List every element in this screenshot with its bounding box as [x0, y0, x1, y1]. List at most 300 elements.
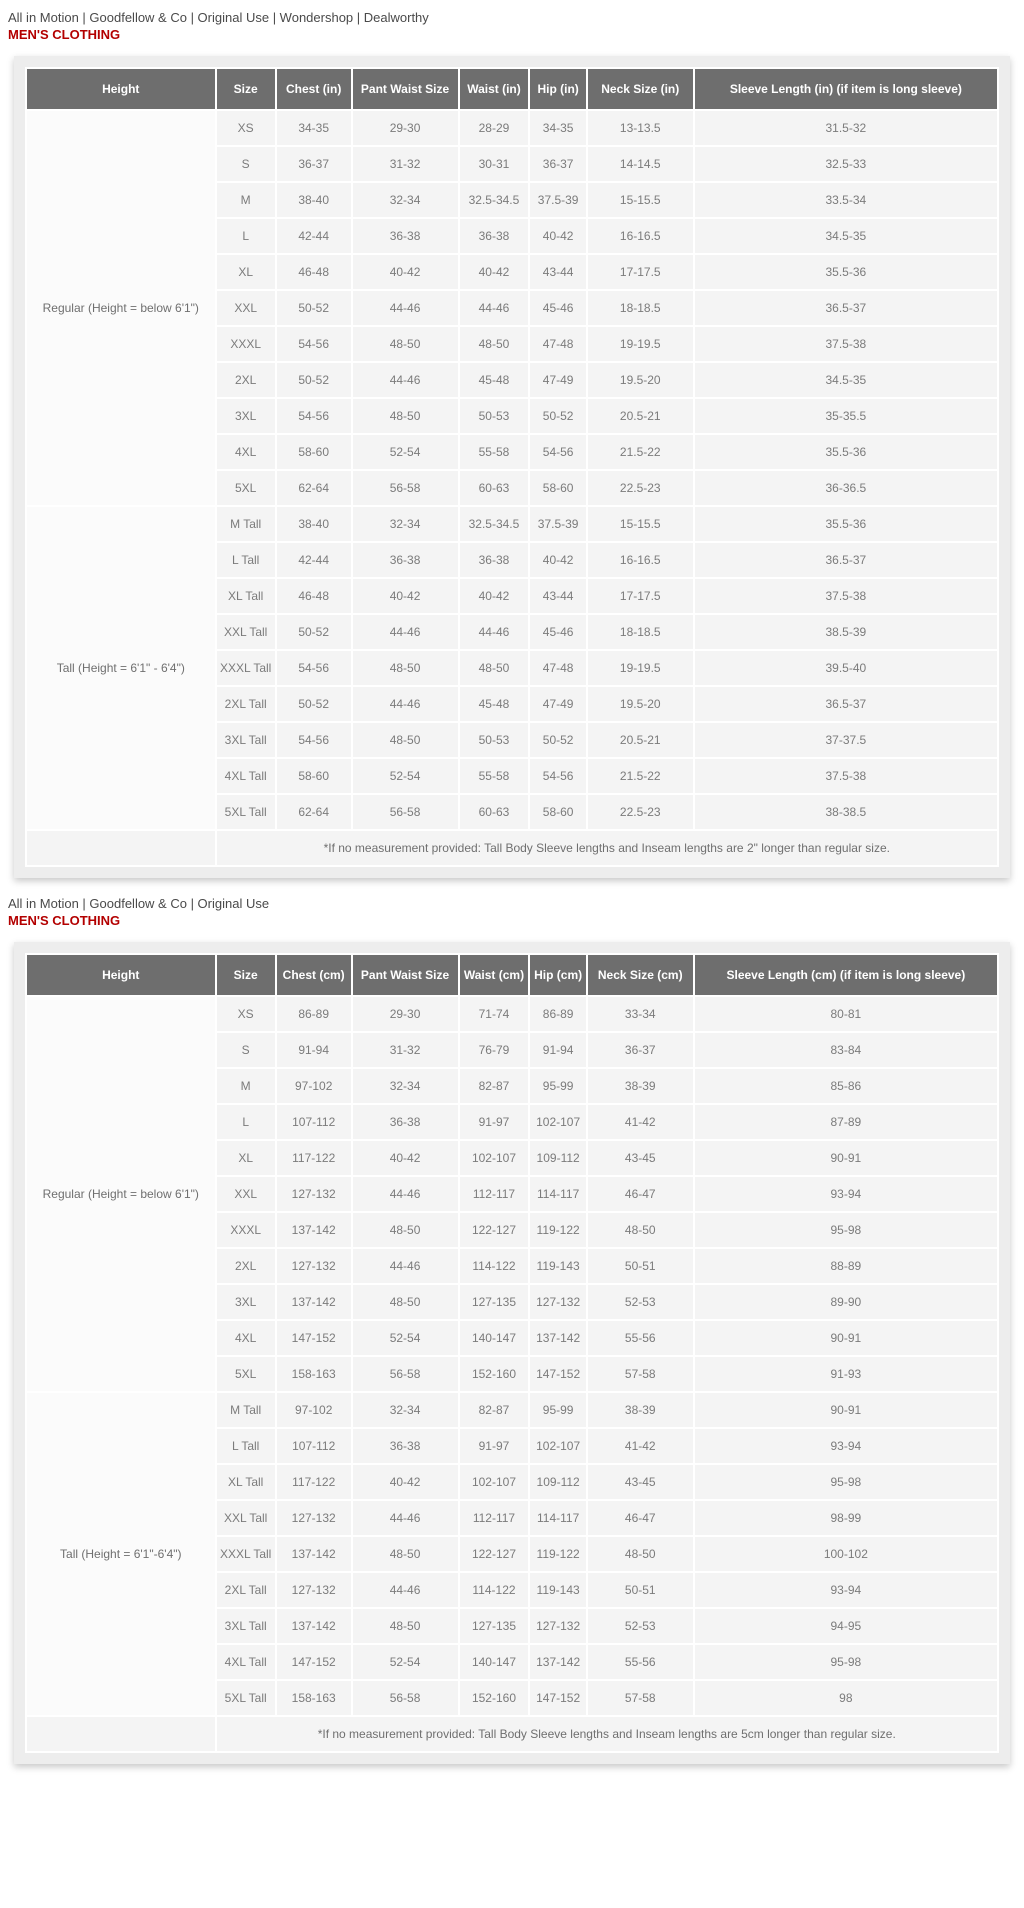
- measurement-cell: 48-50: [352, 1608, 459, 1644]
- measurement-cell: 56-58: [352, 794, 459, 830]
- measurement-cell: 56-58: [352, 1680, 459, 1716]
- measurement-cell: 48-50: [352, 398, 459, 434]
- measurement-cell: 44-46: [352, 614, 459, 650]
- measurement-cell: 137-142: [276, 1284, 352, 1320]
- measurement-cell: 36.5-37: [694, 542, 998, 578]
- measurement-cell: 48-50: [352, 1536, 459, 1572]
- size-cell: L: [216, 1104, 276, 1140]
- measurement-cell: 44-46: [459, 614, 530, 650]
- measurement-cell: 20.5-21: [587, 722, 694, 758]
- measurement-cell: 85-86: [694, 1068, 998, 1104]
- measurement-cell: 34-35: [276, 110, 352, 146]
- size-cell: 3XL: [216, 398, 276, 434]
- measurement-cell: 38.5-39: [694, 614, 998, 650]
- measurement-cell: 147-152: [529, 1356, 586, 1392]
- measurement-cell: 119-143: [529, 1572, 586, 1608]
- measurement-cell: 62-64: [276, 470, 352, 506]
- measurement-cell: 36-37: [276, 146, 352, 182]
- measurement-cell: 34-35: [529, 110, 586, 146]
- measurement-cell: 152-160: [459, 1680, 530, 1716]
- footnote-cell: *If no measurement provided: Tall Body Sleeve lengths and Inseam lengths are 2" longer than regular size.: [216, 830, 998, 866]
- measurement-cell: 127-132: [529, 1284, 586, 1320]
- measurement-cell: 117-122: [276, 1140, 352, 1176]
- measurement-cell: 52-53: [587, 1608, 694, 1644]
- measurement-cell: 82-87: [459, 1392, 530, 1428]
- measurement-cell: 50-52: [529, 398, 586, 434]
- measurement-cell: 52-54: [352, 434, 459, 470]
- size-chart-table-cm: [25, 953, 999, 1753]
- size-cell: XXL: [216, 290, 276, 326]
- measurement-cell: 36.5-37: [694, 686, 998, 722]
- footnote-row: [26, 830, 998, 866]
- column-header-cell: Neck Size (cm): [587, 954, 694, 996]
- measurement-cell: 45-46: [529, 614, 586, 650]
- measurement-cell: 43-45: [587, 1464, 694, 1500]
- size-chart-table-inches: [25, 67, 999, 867]
- measurement-cell: 107-112: [276, 1104, 352, 1140]
- measurement-cell: 50-52: [529, 722, 586, 758]
- measurement-cell: 140-147: [459, 1320, 530, 1356]
- measurement-cell: 44-46: [352, 1572, 459, 1608]
- measurement-cell: 37.5-39: [529, 506, 586, 542]
- measurement-cell: 95-99: [529, 1068, 586, 1104]
- measurement-cell: 52-54: [352, 758, 459, 794]
- size-cell: 5XL Tall: [216, 1680, 276, 1716]
- table-row: [26, 1392, 998, 1428]
- measurement-cell: 50-52: [276, 362, 352, 398]
- measurement-cell: 38-38.5: [694, 794, 998, 830]
- measurement-cell: 50-51: [587, 1572, 694, 1608]
- measurement-cell: 48-50: [352, 722, 459, 758]
- size-cell: S: [216, 146, 276, 182]
- measurement-cell: 46-47: [587, 1500, 694, 1536]
- measurement-cell: 22.5-23: [587, 470, 694, 506]
- measurement-cell: 47-48: [529, 650, 586, 686]
- measurement-cell: 15-15.5: [587, 506, 694, 542]
- measurement-cell: 127-135: [459, 1284, 530, 1320]
- measurement-cell: 28-29: [459, 110, 530, 146]
- size-cell: 2XL: [216, 362, 276, 398]
- measurement-cell: 127-132: [529, 1608, 586, 1644]
- column-header-cell: Size: [216, 68, 276, 110]
- measurement-cell: 57-58: [587, 1680, 694, 1716]
- size-chart-section-inches: [0, 0, 1024, 878]
- column-header-cell: Waist (in): [459, 68, 530, 110]
- size-cell: XL Tall: [216, 1464, 276, 1500]
- measurement-cell: 52-54: [352, 1320, 459, 1356]
- measurement-cell: 114-117: [529, 1500, 586, 1536]
- measurement-cell: 48-50: [459, 650, 530, 686]
- measurement-cell: 42-44: [276, 542, 352, 578]
- measurement-cell: 44-46: [352, 290, 459, 326]
- column-header-cell: Chest (in): [276, 68, 352, 110]
- measurement-cell: 36-38: [459, 542, 530, 578]
- measurement-cell: 32-34: [352, 1068, 459, 1104]
- measurement-cell: 87-89: [694, 1104, 998, 1140]
- measurement-cell: 21.5-22: [587, 758, 694, 794]
- measurement-cell: 44-46: [352, 1248, 459, 1284]
- measurement-cell: 43-44: [529, 254, 586, 290]
- height-group-cell: Regular (Height = below 6'1"): [26, 110, 216, 506]
- measurement-cell: 47-49: [529, 362, 586, 398]
- measurement-cell: 22.5-23: [587, 794, 694, 830]
- measurement-cell: 20.5-21: [587, 398, 694, 434]
- measurement-cell: 21.5-22: [587, 434, 694, 470]
- measurement-cell: 102-107: [529, 1428, 586, 1464]
- measurement-cell: 15-15.5: [587, 182, 694, 218]
- measurement-cell: 127-132: [276, 1248, 352, 1284]
- measurement-cell: 147-152: [276, 1320, 352, 1356]
- size-cell: XS: [216, 996, 276, 1032]
- measurement-cell: 19-19.5: [587, 326, 694, 362]
- size-cell: 4XL Tall: [216, 1644, 276, 1680]
- measurement-cell: 119-122: [529, 1212, 586, 1248]
- measurement-cell: 58-60: [276, 434, 352, 470]
- measurement-cell: 54-56: [276, 398, 352, 434]
- measurement-cell: 137-142: [276, 1212, 352, 1248]
- measurement-cell: 36-38: [352, 1104, 459, 1140]
- measurement-cell: 43-44: [529, 578, 586, 614]
- measurement-cell: 102-107: [459, 1140, 530, 1176]
- measurement-cell: 37.5-38: [694, 578, 998, 614]
- measurement-cell: 46-48: [276, 578, 352, 614]
- measurement-cell: 54-56: [276, 326, 352, 362]
- measurement-cell: 36-37: [587, 1032, 694, 1068]
- column-header-cell: Sleeve Length (cm) (if item is long sleeve): [694, 954, 998, 996]
- size-cell: M Tall: [216, 1392, 276, 1428]
- size-cell: 4XL Tall: [216, 758, 276, 794]
- measurement-cell: 36-36.5: [694, 470, 998, 506]
- measurement-cell: 19.5-20: [587, 686, 694, 722]
- column-header-cell: Neck Size (in): [587, 68, 694, 110]
- measurement-cell: 50-52: [276, 686, 352, 722]
- measurement-cell: 57-58: [587, 1356, 694, 1392]
- height-group-cell: Tall (Height = 6'1" - 6'4"): [26, 506, 216, 830]
- measurement-cell: 56-58: [352, 470, 459, 506]
- measurement-cell: 38-39: [587, 1392, 694, 1428]
- measurement-cell: 152-160: [459, 1356, 530, 1392]
- measurement-cell: 97-102: [276, 1068, 352, 1104]
- measurement-cell: 127-132: [276, 1176, 352, 1212]
- measurement-cell: 35.5-36: [694, 254, 998, 290]
- measurement-cell: 35.5-36: [694, 434, 998, 470]
- measurement-cell: 46-47: [587, 1176, 694, 1212]
- measurement-cell: 42-44: [276, 218, 352, 254]
- size-cell: 2XL Tall: [216, 686, 276, 722]
- measurement-cell: 36-38: [459, 218, 530, 254]
- measurement-cell: 31-32: [352, 1032, 459, 1068]
- measurement-cell: 17-17.5: [587, 578, 694, 614]
- column-header-cell: Size: [216, 954, 276, 996]
- height-group-cell: Tall (Height = 6'1"-6'4"): [26, 1392, 216, 1716]
- measurement-cell: 97-102: [276, 1392, 352, 1428]
- measurement-cell: 44-46: [352, 1500, 459, 1536]
- size-cell: XXL: [216, 1176, 276, 1212]
- brand-line: All in Motion | Goodfellow & Co | Original Use: [8, 896, 270, 911]
- column-header-cell: Hip (cm): [529, 954, 586, 996]
- measurement-cell: 31.5-32: [694, 110, 998, 146]
- size-cell: XL: [216, 1140, 276, 1176]
- column-header-cell: Chest (cm): [276, 954, 352, 996]
- measurement-cell: 71-74: [459, 996, 530, 1032]
- measurement-cell: 41-42: [587, 1428, 694, 1464]
- measurement-cell: 137-142: [276, 1608, 352, 1644]
- measurement-cell: 112-117: [459, 1500, 530, 1536]
- header-row: [26, 68, 998, 110]
- measurement-cell: 93-94: [694, 1176, 998, 1212]
- measurement-cell: 90-91: [694, 1392, 998, 1428]
- measurement-cell: 91-97: [459, 1104, 530, 1140]
- size-cell: L: [216, 218, 276, 254]
- measurement-cell: 32-34: [352, 182, 459, 218]
- measurement-cell: 37.5-38: [694, 326, 998, 362]
- measurement-cell: 48-50: [352, 1212, 459, 1248]
- measurement-cell: 40-42: [352, 578, 459, 614]
- measurement-cell: 137-142: [276, 1536, 352, 1572]
- measurement-cell: 40-42: [352, 1464, 459, 1500]
- size-cell: 5XL: [216, 470, 276, 506]
- measurement-cell: 119-122: [529, 1536, 586, 1572]
- measurement-cell: 62-64: [276, 794, 352, 830]
- measurement-cell: 58-60: [529, 470, 586, 506]
- measurement-cell: 16-16.5: [587, 218, 694, 254]
- measurement-cell: 127-132: [276, 1500, 352, 1536]
- column-header-cell: Hip (in): [529, 68, 586, 110]
- measurement-cell: 102-107: [529, 1104, 586, 1140]
- measurement-cell: 36-38: [352, 542, 459, 578]
- measurement-cell: 52-53: [587, 1284, 694, 1320]
- measurement-cell: 37-37.5: [694, 722, 998, 758]
- measurement-cell: 80-81: [694, 996, 998, 1032]
- measurement-cell: 119-143: [529, 1248, 586, 1284]
- table-row: [26, 996, 998, 1032]
- measurement-cell: 40-42: [352, 1140, 459, 1176]
- column-header-cell: Height: [26, 68, 216, 110]
- measurement-cell: 58-60: [529, 794, 586, 830]
- measurement-cell: 32.5-33: [694, 146, 998, 182]
- size-cell: XL: [216, 254, 276, 290]
- measurement-cell: 17-17.5: [587, 254, 694, 290]
- measurement-cell: 55-58: [459, 434, 530, 470]
- column-header-cell: Pant Waist Size: [352, 954, 459, 996]
- measurement-cell: 44-46: [352, 362, 459, 398]
- column-header-cell: Pant Waist Size: [352, 68, 459, 110]
- measurement-cell: 47-49: [529, 686, 586, 722]
- measurement-cell: 36-38: [352, 1428, 459, 1464]
- measurement-cell: 44-46: [352, 1176, 459, 1212]
- size-cell: 4XL: [216, 434, 276, 470]
- measurement-cell: 93-94: [694, 1428, 998, 1464]
- measurement-cell: 48-50: [352, 1284, 459, 1320]
- measurement-cell: 98-99: [694, 1500, 998, 1536]
- measurement-cell: 35.5-36: [694, 506, 998, 542]
- measurement-cell: 36.5-37: [694, 290, 998, 326]
- measurement-cell: 37.5-39: [529, 182, 586, 218]
- measurement-cell: 107-112: [276, 1428, 352, 1464]
- measurement-cell: 95-98: [694, 1464, 998, 1500]
- measurement-cell: 29-30: [352, 110, 459, 146]
- measurement-cell: 50-52: [276, 290, 352, 326]
- measurement-cell: 83-84: [694, 1032, 998, 1068]
- page-title: MEN'S CLOTHING: [8, 27, 121, 42]
- measurement-cell: 112-117: [459, 1176, 530, 1212]
- measurement-cell: 40-42: [352, 254, 459, 290]
- measurement-cell: 114-122: [459, 1248, 530, 1284]
- measurement-cell: 117-122: [276, 1464, 352, 1500]
- size-cell: 2XL Tall: [216, 1572, 276, 1608]
- size-cell: 3XL: [216, 1284, 276, 1320]
- measurement-cell: 55-56: [587, 1644, 694, 1680]
- measurement-cell: 40-42: [529, 542, 586, 578]
- measurement-cell: 32.5-34.5: [459, 506, 530, 542]
- size-cell: XXL Tall: [216, 1500, 276, 1536]
- measurement-cell: 82-87: [459, 1068, 530, 1104]
- size-cell: M: [216, 182, 276, 218]
- measurement-cell: 40-42: [459, 254, 530, 290]
- measurement-cell: 109-112: [529, 1464, 586, 1500]
- measurement-cell: 32-34: [352, 1392, 459, 1428]
- measurement-cell: 33.5-34: [694, 182, 998, 218]
- measurement-cell: 158-163: [276, 1680, 352, 1716]
- measurement-cell: 76-79: [459, 1032, 530, 1068]
- measurement-cell: 90-91: [694, 1140, 998, 1176]
- size-cell: XXXL: [216, 1212, 276, 1248]
- measurement-cell: 91-94: [529, 1032, 586, 1068]
- measurement-cell: 140-147: [459, 1644, 530, 1680]
- measurement-cell: 127-135: [459, 1608, 530, 1644]
- size-cell: XS: [216, 110, 276, 146]
- measurement-cell: 48-50: [587, 1212, 694, 1248]
- measurement-cell: 91-93: [694, 1356, 998, 1392]
- measurement-cell: 48-50: [352, 326, 459, 362]
- measurement-cell: 33-34: [587, 996, 694, 1032]
- table-container-inches: [14, 56, 1010, 878]
- measurement-cell: 60-63: [459, 470, 530, 506]
- measurement-cell: 86-89: [529, 996, 586, 1032]
- measurement-cell: 30-31: [459, 146, 530, 182]
- measurement-cell: 86-89: [276, 996, 352, 1032]
- size-cell: M: [216, 1068, 276, 1104]
- measurement-cell: 39.5-40: [694, 650, 998, 686]
- measurement-cell: 158-163: [276, 1356, 352, 1392]
- height-group-cell: Regular (Height = below 6'1"): [26, 996, 216, 1392]
- footnote-cell: *If no measurement provided: Tall Body Sleeve lengths and Inseam lengths are 5cm longer than regular size.: [216, 1716, 998, 1752]
- measurement-cell: 38-39: [587, 1068, 694, 1104]
- measurement-cell: 147-152: [276, 1644, 352, 1680]
- measurement-cell: 122-127: [459, 1212, 530, 1248]
- measurement-cell: 37.5-38: [694, 758, 998, 794]
- measurement-cell: 44-46: [352, 686, 459, 722]
- footnote-spacer-cell: [26, 830, 216, 866]
- measurement-cell: 114-122: [459, 1572, 530, 1608]
- measurement-cell: 58-60: [276, 758, 352, 794]
- size-cell: XXXL Tall: [216, 1536, 276, 1572]
- header-row: [26, 954, 998, 996]
- measurement-cell: 31-32: [352, 146, 459, 182]
- measurement-cell: 88-89: [694, 1248, 998, 1284]
- measurement-cell: 45-46: [529, 290, 586, 326]
- measurement-cell: 43-45: [587, 1140, 694, 1176]
- measurement-cell: 127-132: [276, 1572, 352, 1608]
- measurement-cell: 13-13.5: [587, 110, 694, 146]
- measurement-cell: 32.5-34.5: [459, 182, 530, 218]
- measurement-cell: 50-53: [459, 398, 530, 434]
- measurement-cell: 41-42: [587, 1104, 694, 1140]
- size-cell: 4XL: [216, 1320, 276, 1356]
- size-cell: M Tall: [216, 506, 276, 542]
- measurement-cell: 44-46: [459, 290, 530, 326]
- measurement-cell: 38-40: [276, 506, 352, 542]
- measurement-cell: 56-58: [352, 1356, 459, 1392]
- size-chart-section-cm: [0, 878, 1024, 1764]
- measurement-cell: 52-54: [352, 1644, 459, 1680]
- measurement-cell: 36-38: [352, 218, 459, 254]
- size-cell: 3XL Tall: [216, 722, 276, 758]
- measurement-cell: 147-152: [529, 1680, 586, 1716]
- measurement-cell: 16-16.5: [587, 542, 694, 578]
- size-cell: 5XL: [216, 1356, 276, 1392]
- measurement-cell: 18-18.5: [587, 614, 694, 650]
- size-cell: 2XL: [216, 1248, 276, 1284]
- measurement-cell: 29-30: [352, 996, 459, 1032]
- footnote-row: [26, 1716, 998, 1752]
- measurement-cell: 60-63: [459, 794, 530, 830]
- brand-line: All in Motion | Goodfellow & Co | Original Use | Wondershop | Dealworthy: [8, 10, 429, 25]
- measurement-cell: 35-35.5: [694, 398, 998, 434]
- measurement-cell: 54-56: [529, 758, 586, 794]
- table-row: [26, 110, 998, 146]
- measurement-cell: 54-56: [276, 650, 352, 686]
- measurement-cell: 40-42: [529, 218, 586, 254]
- measurement-cell: 89-90: [694, 1284, 998, 1320]
- measurement-cell: 19.5-20: [587, 362, 694, 398]
- measurement-cell: 32-34: [352, 506, 459, 542]
- measurement-cell: 34.5-35: [694, 218, 998, 254]
- measurement-cell: 38-40: [276, 182, 352, 218]
- measurement-cell: 34.5-35: [694, 362, 998, 398]
- measurement-cell: 137-142: [529, 1320, 586, 1356]
- measurement-cell: 48-50: [459, 326, 530, 362]
- measurement-cell: 45-48: [459, 362, 530, 398]
- measurement-cell: 102-107: [459, 1464, 530, 1500]
- table-container-cm: [14, 942, 1010, 1764]
- size-cell: L Tall: [216, 542, 276, 578]
- measurement-cell: 19-19.5: [587, 650, 694, 686]
- table-row: [26, 506, 998, 542]
- measurement-cell: 95-99: [529, 1392, 586, 1428]
- size-cell: S: [216, 1032, 276, 1068]
- measurement-cell: 48-50: [587, 1536, 694, 1572]
- column-header-cell: Waist (cm): [459, 954, 530, 996]
- measurement-cell: 47-48: [529, 326, 586, 362]
- measurement-cell: 109-112: [529, 1140, 586, 1176]
- measurement-cell: 45-48: [459, 686, 530, 722]
- measurement-cell: 137-142: [529, 1644, 586, 1680]
- size-cell: XXL Tall: [216, 614, 276, 650]
- measurement-cell: 55-58: [459, 758, 530, 794]
- column-header-cell: Height: [26, 954, 216, 996]
- measurement-cell: 94-95: [694, 1608, 998, 1644]
- measurement-cell: 114-117: [529, 1176, 586, 1212]
- size-cell: 3XL Tall: [216, 1608, 276, 1644]
- measurement-cell: 50-53: [459, 722, 530, 758]
- measurement-cell: 14-14.5: [587, 146, 694, 182]
- measurement-cell: 98: [694, 1680, 998, 1716]
- measurement-cell: 54-56: [529, 434, 586, 470]
- size-cell: L Tall: [216, 1428, 276, 1464]
- measurement-cell: 95-98: [694, 1212, 998, 1248]
- size-cell: XXXL: [216, 326, 276, 362]
